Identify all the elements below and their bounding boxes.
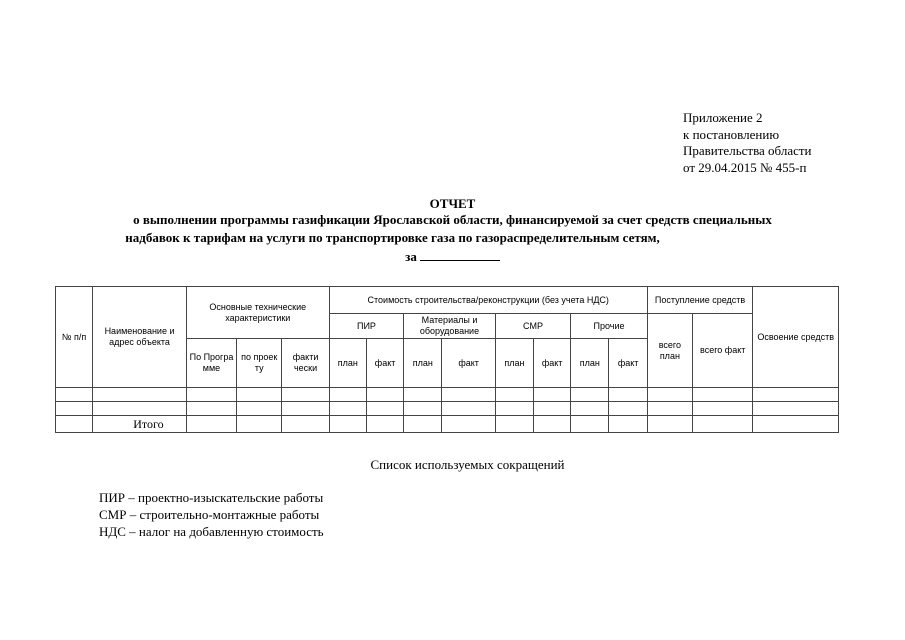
col-header-income: Поступление средств [647,287,753,314]
plan-header: план [571,339,609,388]
income-total-plan: всего план [647,314,692,388]
report-table [55,286,839,433]
fact-header: факт [534,339,571,388]
income-total-fact: всего факт [693,314,753,388]
tech-sub-project: по проек ту [237,339,282,388]
tech-sub-actual: факти чески [282,339,329,388]
appendix-header [683,110,812,176]
cost-group-pir: ПИР [329,314,403,339]
plan-header: план [404,339,442,388]
cost-group-smr: СМР [495,314,570,339]
report-period-blank [420,248,500,261]
tech-sub-program: По Програ мме [186,339,236,388]
col-header-cost: Стоимость строительства/реконструкции (без учета НДС) [329,287,647,314]
col-header-name: Наименование и адрес объекта [93,287,187,388]
report-period-label: за [405,249,417,264]
appendix-line: от 29.04.2015 № 455-п [683,159,807,175]
fact-header: факт [609,339,647,388]
plan-header: план [329,339,366,388]
abbreviation-item: ПИР – проектно-изыскательские работы [99,490,324,505]
col-header-tech: Основные технические характеристики [186,287,329,339]
plan-header: план [495,339,533,388]
report-period [0,248,905,265]
abbreviation-item: СМР – строительно-монтажные работы [99,507,320,522]
fact-header: факт [442,339,495,388]
fact-header: факт [366,339,403,388]
appendix-line: к постановлению [683,126,780,142]
col-header-usage: Освоение средств [753,287,839,388]
report-subtitle-line: о выполнении программы газификации Ярославской области, финансируемой за счет средств специальных [133,212,772,227]
col-header-num: № п/п [56,287,93,388]
table-row [56,388,839,402]
abbreviations-list [99,489,324,540]
appendix-line: Приложение 2 [683,110,763,125]
report-title: ОТЧЕТ [429,196,476,211]
total-label: Итого [93,416,187,433]
abbreviation-item: НДС – налог на добавленную стоимость [99,524,324,539]
cost-group-other: Прочие [571,314,648,339]
total-row [56,416,839,433]
table-row [56,402,839,416]
report-subtitle-line: надбавок к тарифам на услуги по транспортировке газа по газораспределительным сетям, [125,230,660,245]
appendix-line: Правительства области [683,143,812,158]
cost-group-materials: Материалы и оборудование [404,314,496,339]
abbreviations-title: Список используемых сокращений [370,457,565,472]
